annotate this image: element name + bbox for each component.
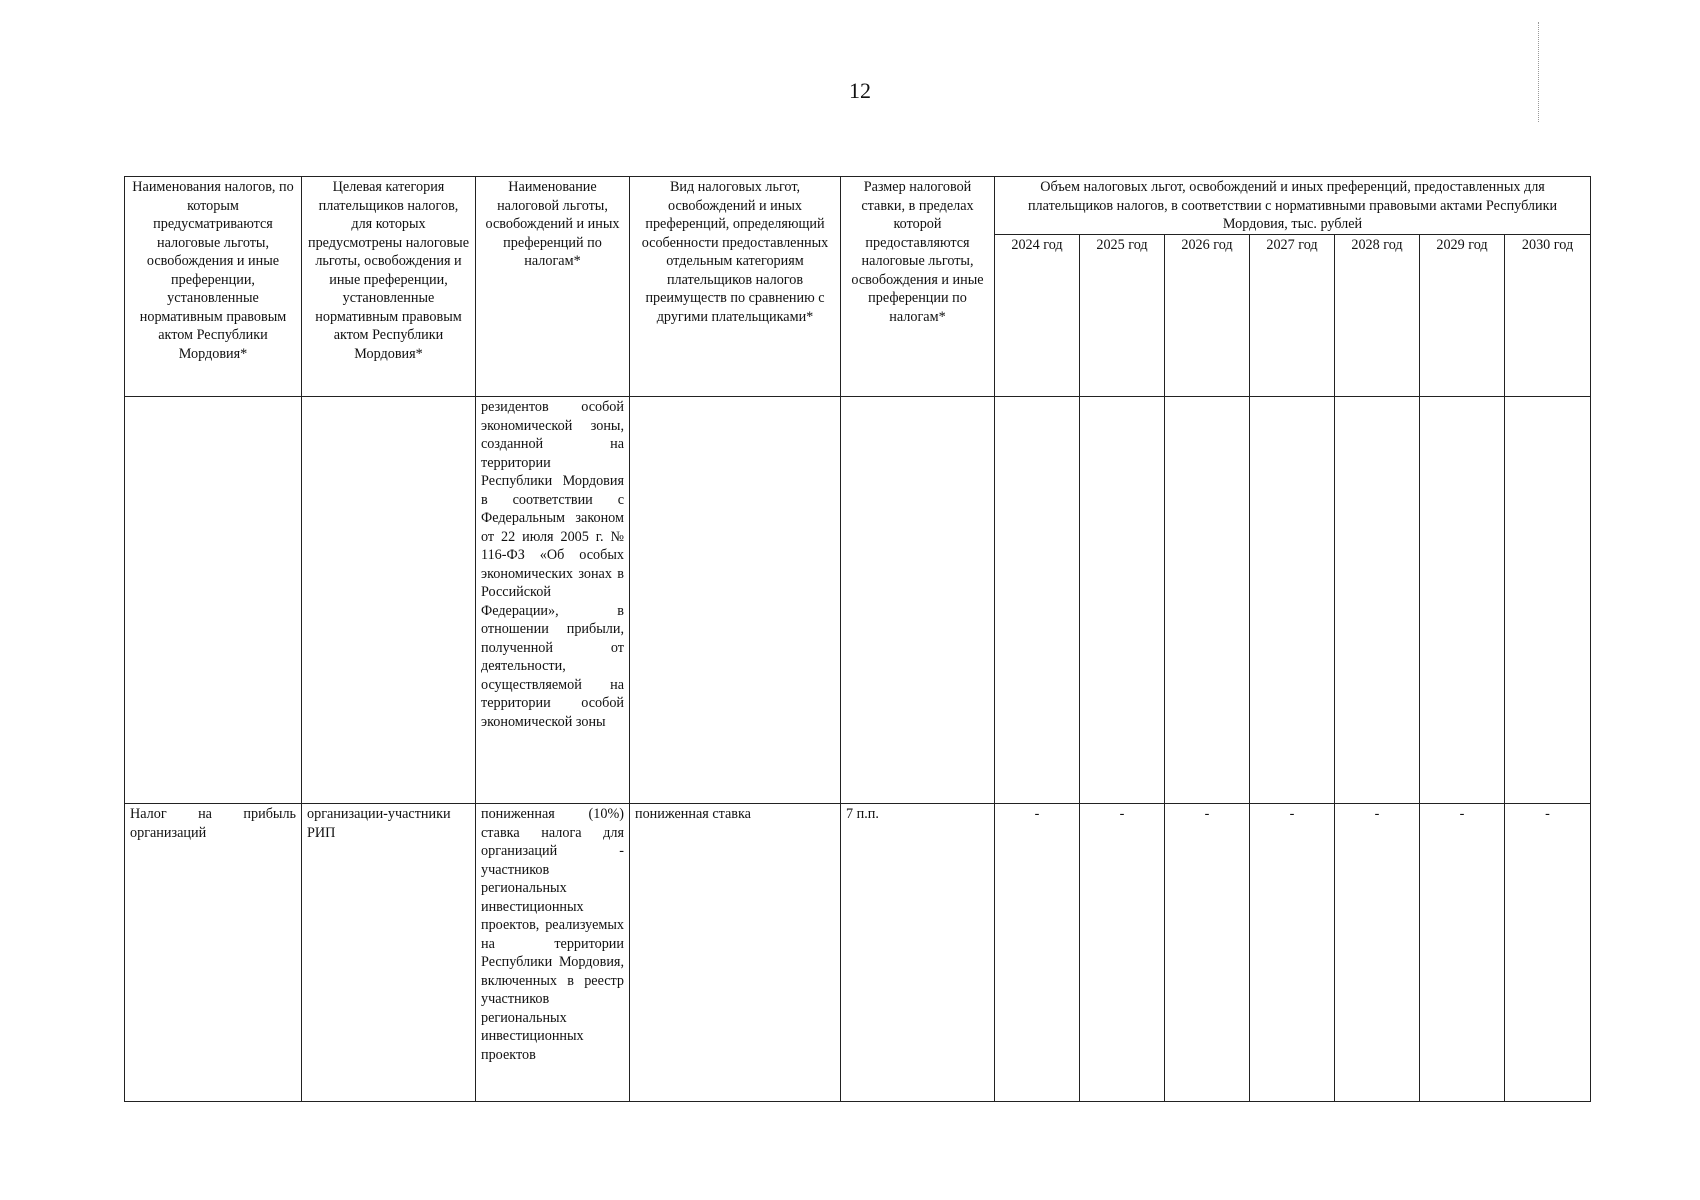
- cell-value: [1420, 397, 1505, 804]
- cell-rate-size: [841, 397, 995, 804]
- header-target-category: Целевая категория плательщиков налогов, для которых предусмотрены налоговые льготы, освобождения и иные преференции, установленные нормативным правовым актом Республики Мордовия*: [302, 177, 476, 397]
- header-benefit-type: Вид налоговых льгот, освобождений и иных преференций, определяющий особенности предоставленных отдельным категориям плательщиков налогов преимуществ по сравнению с другими плательщиками*: [630, 177, 841, 397]
- header-rate-size: Размер налоговой ставки, в пределах которой предоставляются налоговые льготы, освобождения и иные преференции по налогам*: [841, 177, 995, 397]
- cell-value: [1335, 397, 1420, 804]
- cell-value: [1505, 397, 1591, 804]
- table-row: [125, 804, 1591, 1102]
- cell-value: -: [1335, 804, 1420, 1102]
- cell-value: -: [1420, 804, 1505, 1102]
- header-year: 2028 год: [1335, 234, 1420, 397]
- header-year: 2026 год: [1165, 234, 1250, 397]
- cell-rate-size: 7 п.п.: [841, 804, 995, 1102]
- margin-marks: [1538, 22, 1541, 122]
- table-row: [125, 397, 1591, 804]
- header-year: 2030 год: [1505, 234, 1591, 397]
- cell-benefit-name: пониженная (10%) ставка налога для организаций - участников региональных инвестиционных проектов, реализуемых на территории Республики Мордовия, включенных в реестр участников региональных инвестиционных проектов: [476, 804, 630, 1102]
- cell-value: [1080, 397, 1165, 804]
- cell-tax-name: [125, 397, 302, 804]
- cell-value: -: [1250, 804, 1335, 1102]
- header-year: 2024 год: [995, 234, 1080, 397]
- header-tax-names: Наименования налогов, по которым предусматриваются налоговые льготы, освобождения и иные преференции, установленные нормативным правовым актом Республики Мордовия*: [125, 177, 302, 397]
- header-row-top: [125, 177, 1591, 235]
- header-year: 2025 год: [1080, 234, 1165, 397]
- header-volume: Объем налоговых льгот, освобождений и иных преференций, предоставленных для плательщиков налогов, в соответствии с нормативными правовыми актами Республики Мордовия, тыс. рублей: [995, 177, 1591, 235]
- cell-benefit-type: пониженная ставка: [630, 804, 841, 1102]
- tax-benefits-table: [124, 176, 1591, 1102]
- cell-value: -: [995, 804, 1080, 1102]
- cell-value: [995, 397, 1080, 804]
- cell-target-category: [302, 397, 476, 804]
- cell-value: [1250, 397, 1335, 804]
- cell-value: -: [1080, 804, 1165, 1102]
- cell-value: -: [1165, 804, 1250, 1102]
- cell-target-category: организации-участники РИП: [302, 804, 476, 1102]
- cell-benefit-name: резидентов особой экономической зоны, созданной на территории Республики Мордовия в соответствии с Федеральным законом от 22 июля 2005 г. № 116-ФЗ «Об особых экономических зонах в Российской Федерации», в отношении прибыли, полученной от деятельности, осуществляемой на территории особой экономической зоны: [476, 397, 630, 804]
- header-year: 2027 год: [1250, 234, 1335, 397]
- cell-tax-name: Налог на прибыль организаций: [125, 804, 302, 1102]
- header-year: 2029 год: [1420, 234, 1505, 397]
- header-benefit-name: Наименование налоговой льготы, освобождений и иных преференций по налогам*: [476, 177, 630, 397]
- cell-value: [1165, 397, 1250, 804]
- cell-benefit-type: [630, 397, 841, 804]
- cell-value: -: [1505, 804, 1591, 1102]
- page-number: 12: [849, 78, 871, 103]
